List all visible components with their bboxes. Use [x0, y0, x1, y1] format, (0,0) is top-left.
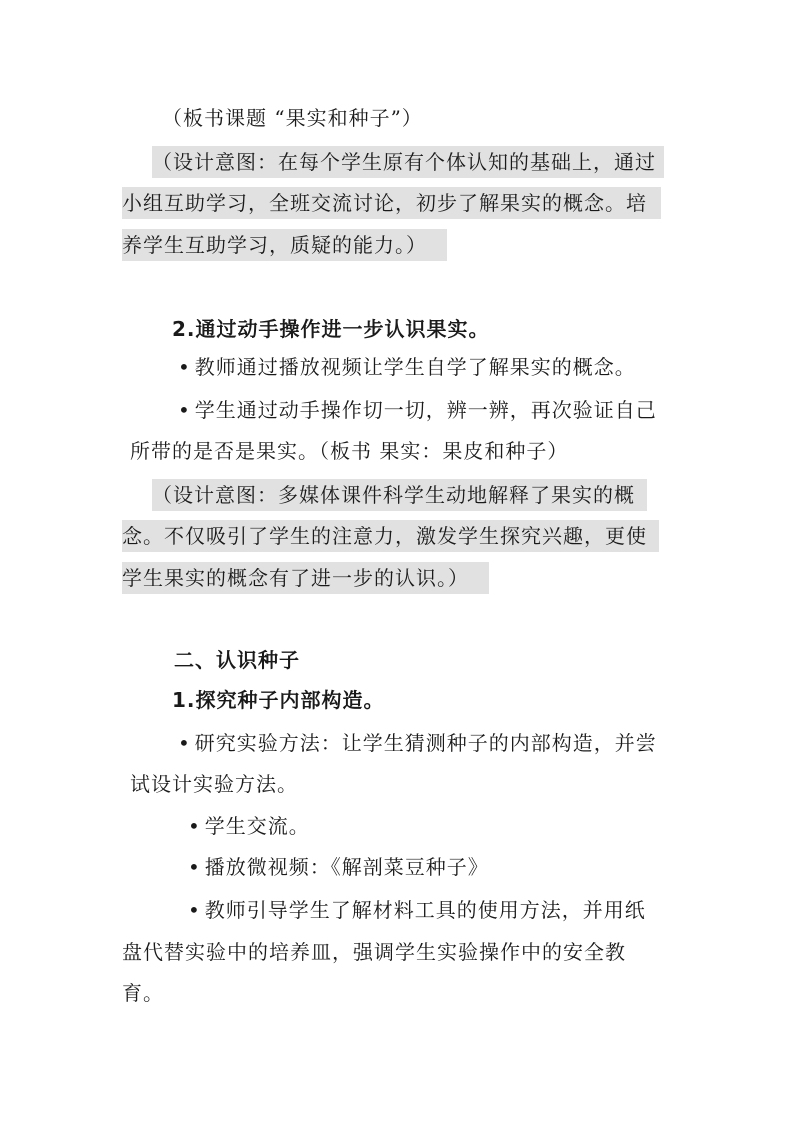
bullet-icon: •: [178, 398, 191, 422]
list-item: [178, 353, 636, 381]
design-intent-2-line: （设计意图：多媒体课件科学生动地解释了果实的概: [152, 479, 647, 511]
part-two-heading: 二、认识种子: [174, 648, 300, 672]
design-intent-2-line: 念。不仅吸引了学生的注意力，激发学生探究兴趣，更使: [122, 520, 659, 552]
list-item: [188, 853, 489, 881]
bullet-icon: •: [188, 855, 201, 879]
bullet-icon: •: [188, 814, 201, 838]
bullet-icon: •: [178, 731, 191, 755]
list-item-text: 试设计实验方法。: [130, 772, 298, 796]
list-item-text: 播放微视频：《解剖菜豆种子》: [204, 855, 489, 879]
bullet-icon: •: [188, 898, 201, 922]
list-item-text: 学生交流。: [204, 814, 310, 838]
part-two-subheading: 1.探究种子内部构造。: [172, 688, 385, 712]
design-intent-1-line: 小组互助学习，全班交流讨论，初步了解果实的概念。培: [122, 187, 661, 219]
list-item-text: 研究实验方法：让学生猜测种子的内部构造，并尝: [194, 731, 657, 755]
list-item: [188, 812, 310, 840]
list-item-text: 教师引导学生了解材料工具的使用方法，并用纸: [204, 898, 646, 922]
list-item-text: 学生通过动手操作切一切，辨一辨，再次验证自己: [194, 398, 657, 422]
bullet-icon: •: [178, 355, 191, 379]
list-item-text: 教师通过播放视频让学生自学了解果实的概念。: [194, 355, 636, 379]
design-intent-2-line: 学生果实的概念有了进一步的认识。）: [122, 562, 489, 594]
design-intent-1-line: （设计意图：在每个学生原有个体认知的基础上，通过: [152, 146, 664, 178]
board-title: （板书课题 “果实和种子”）: [162, 106, 423, 130]
section-2-heading: 2.通过动手操作进一步认识果实。: [172, 317, 490, 341]
list-item-text: 所带的是否是果实。（板书 果实：果皮和种子）: [130, 439, 569, 463]
design-intent-1-line: 养学生互助学习，质疑的能力。）: [122, 229, 447, 261]
list-item-text: 盘代替实验中的培养皿，强调学生实验操作中的安全教: [122, 940, 626, 964]
list-item-text: 育。: [122, 981, 164, 1005]
